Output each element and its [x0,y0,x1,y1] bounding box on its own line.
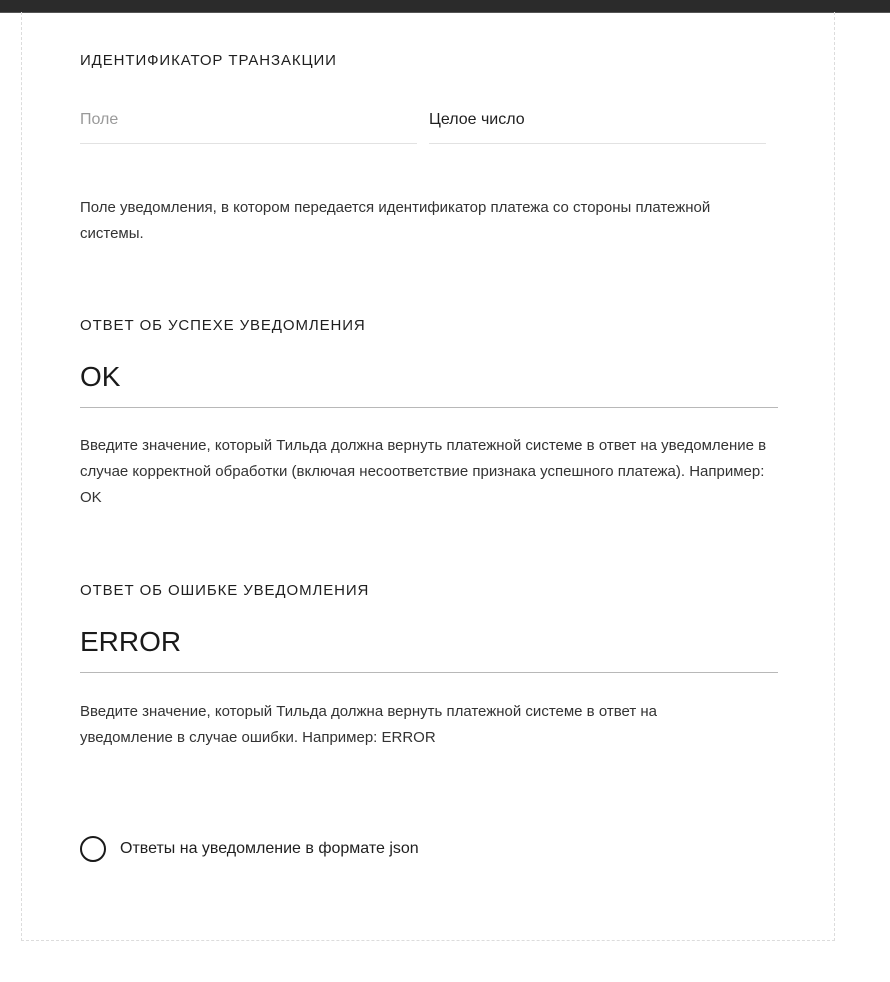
json-response-option[interactable] [80,836,419,862]
transaction-id-type-select[interactable]: Целое число [429,96,766,144]
transaction-id-label: ИДЕНТИФИКАТОР ТРАНЗАКЦИИ [80,52,337,69]
json-response-label: Ответы на уведомление в формате json [120,840,419,857]
error-response-input[interactable]: ERROR [80,623,778,673]
success-response-hint: Введите значение, который Тильда должна вернуть платежной системе в ответ на уведомление в случае корректной обработки (включая несоответствие признака успешного платежа). Например: OK [80,437,767,506]
success-response-label: ОТВЕТ ОБ УСПЕХЕ УВЕДОМЛЕНИЯ [80,317,366,334]
error-response-label: ОТВЕТ ОБ ОШИБКЕ УВЕДОМЛЕНИЯ [80,582,370,599]
success-response-input[interactable]: OK [80,358,778,408]
transaction-id-field-input[interactable]: Поле [80,96,417,144]
radio-button[interactable] [80,836,106,862]
transaction-id-hint: Поле уведомления, в котором передается идентификатор платежа со стороны платежной системы. [80,199,711,242]
error-response-hint: Введите значение, который Тильда должна вернуть платежной системе в ответ на уведомление в случае ошибки. Например: ERROR [80,703,658,746]
